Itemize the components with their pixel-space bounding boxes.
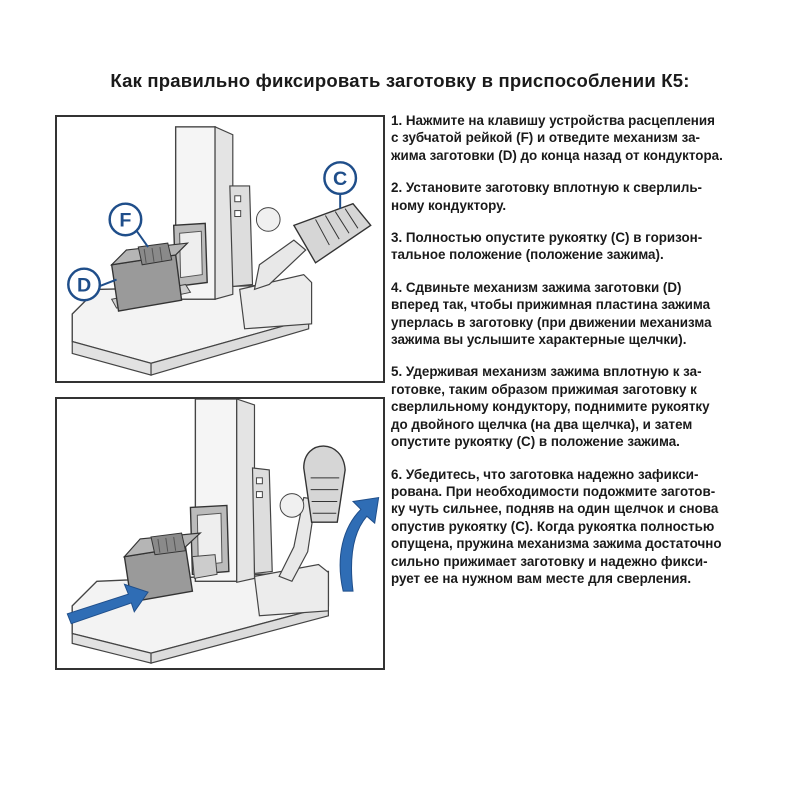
callout-c-label: C [333, 167, 348, 190]
raise-arrow [340, 498, 379, 592]
callout-d-label: D [76, 274, 92, 297]
step-1: 1. Нажмите на клавишу устройства расцепления с зубчатой рейкой (F) и отведите механизм за- жима заготовки (D) до конца назад от кондуктора. [391, 113, 723, 163]
jig-drawing-1 [57, 117, 383, 381]
step-4: 4. Сдвиньте механизм зажима заготовки (D) вперед так, чтобы прижимная пластина зажима уперлась в заготовку (при движении механизма зажима вы услышите характерные щелчки). [391, 279, 712, 348]
illustration-clamp-retracted [55, 115, 385, 383]
page-title: Как правильно фиксировать заготовку в приспособлении К5: [110, 70, 690, 91]
step-5: 5. Удерживая механизм зажима вплотную к за- готовке, таким образом прижимая заготовку к сверлильному кондуктору, поднимите рукоятку до двойного щелчка (на два щелчка), и затем опустите рукоятку (С) в положение зажима. [391, 364, 710, 450]
step-6: 6. Убедитесь, что заготовка надежно зафикси- рована. При необходимости подожмите заготов- ку чуть сильнее, подняв на один щелчок и снова опустив рукоятку (С). Когда рукоятка полностью опущена, пружина механизма зажима достаточно сильно прижимает заготовку и надежно фикси- рует ее на нужном вам месте для сверления. [391, 466, 722, 586]
illustration-clamp-engaged [55, 397, 385, 670]
step-3: 3. Полностью опустите рукоятку (С) в горизон- тальное положение (положение зажима). [391, 230, 703, 263]
instruction-steps [391, 112, 751, 602]
jig-drawing-2 [57, 399, 383, 668]
step-2: 2. Установите заготовку вплотную к сверлиль- ному кондуктору. [391, 180, 703, 213]
callout-f-label: F [119, 209, 132, 232]
